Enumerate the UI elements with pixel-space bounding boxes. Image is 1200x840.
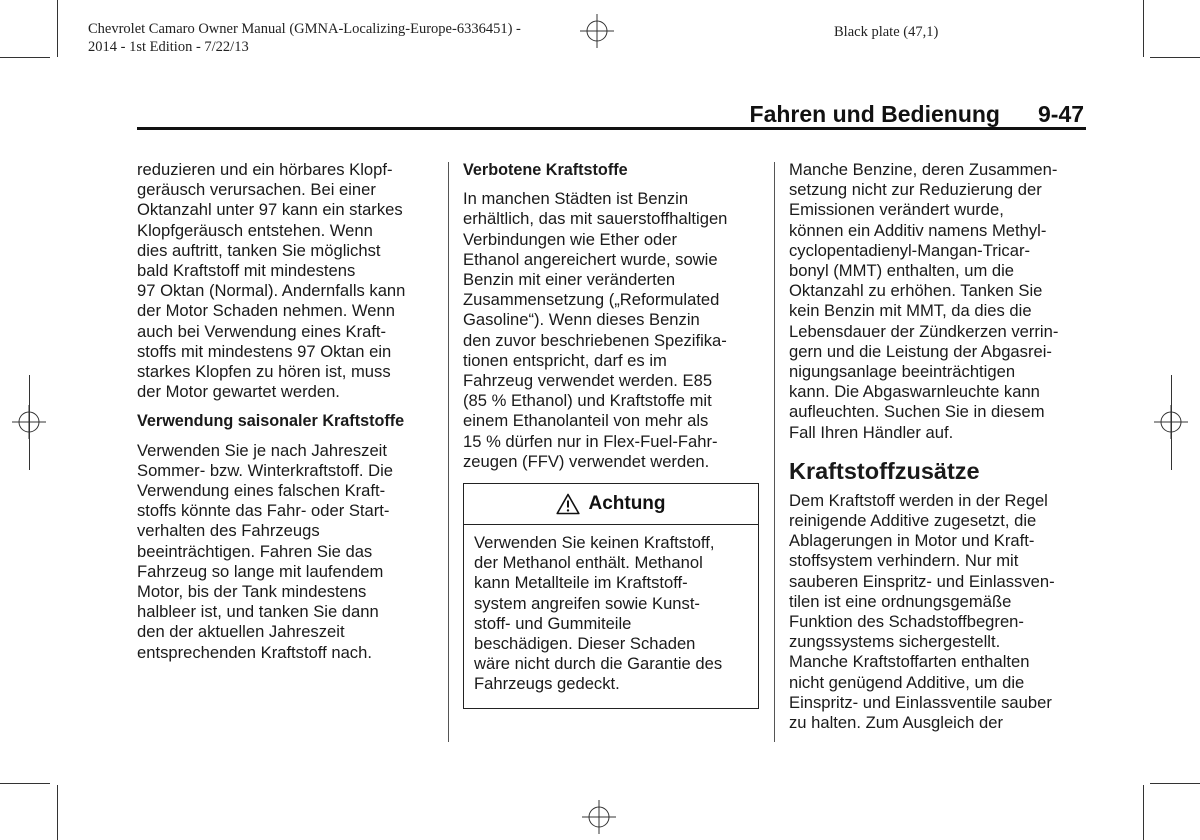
crop-mark — [1143, 785, 1144, 840]
text-line: einem Ethanolanteil von mehr als — [463, 411, 709, 431]
text-line: Verwendung eines falschen Kraft- — [137, 481, 386, 501]
text-line: tionen entspricht, darf es im — [463, 350, 667, 370]
text-line: kann Metallteile im Kraftstoff- — [474, 573, 688, 593]
print-metadata-right: Black plate (47,1) — [834, 24, 939, 40]
crop-mark — [1143, 0, 1144, 57]
text-line: der Methanol enthält. Methanol — [474, 553, 703, 573]
text-line: Verbindungen wie Ether oder — [463, 229, 678, 249]
text-line: system angreifen sowie Kunst- — [474, 593, 700, 613]
text-line: nigungsanlage beeinträchtigen — [789, 362, 1016, 382]
text-line: Klopfgeräusch entstehen. Wenn — [137, 220, 373, 240]
text-line: beeinträchtigen. Fahren Sie das — [137, 541, 373, 561]
text-line: 15 % dürfen nur in Flex-Fuel-Fahr- — [463, 431, 718, 451]
crop-mark — [0, 57, 50, 58]
text-line: Verwenden Sie keinen Kraftstoff, — [474, 533, 715, 552]
column-1 — [137, 160, 437, 663]
text-line: Benzin mit einer veränderten — [463, 270, 676, 290]
text-line: gern und die Leistung der Abgasrei- — [789, 341, 1052, 361]
text-line: Gasoline“). Wenn dieses Benzin — [463, 310, 700, 330]
text-line: Emissionen verändert wurde, — [789, 200, 1004, 220]
text-line: erhältlich, das mit sauerstoffhaltigen — [463, 209, 728, 229]
column-divider — [774, 162, 775, 742]
text-line: kein Benzin mit MMT, da dies die — [789, 301, 1032, 321]
text-line: (85 % Ethanol) und Kraftstoffe mit — [463, 391, 712, 411]
crop-mark — [1150, 783, 1200, 784]
text-line: geräusch verursachen. Bei einer — [137, 180, 376, 200]
text-line: bonyl (MMT) enthalten, um die — [789, 261, 1015, 281]
text-line: stoffsystem verhindern. Nur mit — [789, 551, 1019, 571]
text-line: verhalten des Fahrzeugs — [137, 521, 320, 541]
print-metadata-line-2: 2014 - 1st Edition - 7/22/13 — [88, 39, 249, 55]
text-line: Einspritz- und Einlassventile sauber — [789, 692, 1052, 712]
text-line: auch bei Verwendung eines Kraft- — [137, 321, 387, 341]
text-line: stoff- und Gummiteile — [474, 613, 632, 633]
text-line: Fahrzeug verwendet werden. E85 — [463, 371, 713, 391]
caution-box — [463, 483, 759, 709]
text-line: den der aktuellen Jahreszeit — [137, 622, 345, 642]
text-line: stoffs könnte das Fahr- oder Start- — [137, 501, 390, 521]
text-line: Fall Ihren Händler auf. — [789, 422, 954, 442]
text-line: Dem Kraftstoff werden in der Regel — [789, 490, 1048, 510]
section-heading-fuel-additives: Kraftstoffzusätze — [789, 457, 980, 484]
text-line: Zusammensetzung („Reformulated — [463, 290, 720, 310]
text-line: Fahrzeugs gedeckt. — [474, 674, 620, 694]
crop-mark — [57, 0, 58, 57]
text-line: kann. Die Abgaswarnleuchte kann — [789, 382, 1040, 402]
paragraph — [137, 441, 437, 663]
running-header-title: Fahren und Bedienung — [749, 101, 1000, 127]
column-2 — [463, 160, 761, 472]
text-line: wäre nicht durch die Garantie des — [474, 654, 723, 674]
text-line: zeugen (FFV) verwendet werden. — [463, 451, 710, 471]
subheading-prohibited-fuels: Verbotene Kraftstoffe — [463, 161, 628, 179]
column-divider — [448, 162, 449, 742]
paragraph — [137, 160, 437, 402]
page-number: 9-47 — [1038, 101, 1085, 127]
text-line: Verwenden Sie je nach Jahreszeit — [137, 440, 387, 460]
text-line: zungssystems sichergestellt. — [789, 632, 1001, 652]
paragraph — [789, 160, 1089, 443]
text-line: tilen ist eine ordnungsgemäße — [789, 591, 1012, 611]
text-line: aufleuchten. Suchen Sie in diesem — [789, 402, 1045, 422]
text-line: Motor, bis der Tank mindestens — [137, 582, 367, 602]
text-line: der Motor gewartet werden. — [137, 382, 340, 402]
caution-header — [464, 484, 758, 525]
text-line: In manchen Städten ist Benzin — [463, 189, 689, 209]
text-line: Ethanol angereichert wurde, sowie — [463, 249, 718, 269]
crop-mark — [29, 375, 30, 470]
print-metadata-left — [88, 20, 521, 56]
text-line: nicht genügend Additive, um die — [789, 672, 1025, 692]
crop-mark — [1171, 375, 1172, 470]
text-line: können ein Additiv namens Methyl- — [789, 220, 1047, 240]
text-line: 97 Oktan (Normal). Andernfalls kann — [137, 281, 406, 301]
crop-mark — [57, 785, 58, 840]
text-line: Manche Kraftstoffarten enthalten — [789, 652, 1030, 672]
header-rule — [137, 127, 1086, 130]
text-line: Ablagerungen in Motor und Kraft- — [789, 531, 1035, 551]
caution-text — [464, 525, 758, 695]
print-metadata-line-1: Chevrolet Camaro Owner Manual (GMNA-Localizing-Europe-6336451) - — [88, 21, 521, 37]
text-line: Oktanzahl unter 97 kann ein starkes — [137, 200, 403, 220]
text-line: der Motor Schaden nehmen. Wenn — [137, 301, 395, 321]
registration-mark-icon — [580, 14, 614, 48]
text-line: stoffs mit mindestens 97 Oktan ein — [137, 341, 392, 361]
text-line: Fahrzeug so lange mit laufendem — [137, 561, 384, 581]
registration-mark-icon — [582, 800, 616, 834]
column-3 — [789, 160, 1089, 733]
text-line: zu halten. Zum Ausgleich der — [789, 713, 1003, 733]
text-line: Manche Benzine, deren Zusammen- — [789, 160, 1058, 179]
text-line: beschädigen. Dieser Schaden — [474, 634, 696, 654]
paragraph — [463, 189, 761, 472]
text-line: setzung nicht zur Reduzierung der — [789, 180, 1042, 200]
text-line: cyclopentadienyl-Mangan-Tricar- — [789, 240, 1031, 260]
text-line: starkes Klopfen zu hören ist, muss — [137, 362, 391, 382]
paragraph — [789, 491, 1089, 733]
crop-mark — [1150, 57, 1200, 58]
text-line: Oktanzahl zu erhöhen. Tanken Sie — [789, 281, 1043, 301]
text-line: dies auftritt, tanken Sie möglichst — [137, 240, 381, 260]
text-line: Sommer- bzw. Winterkraftstoff. Die — [137, 460, 394, 480]
crop-mark — [0, 783, 50, 784]
text-line: Lebensdauer der Zündkerzen verrin- — [789, 321, 1059, 341]
text-line: halbleer ist, und tanken Sie dann — [137, 602, 379, 622]
text-line: sauberen Einspritz- und Einlassven- — [789, 571, 1055, 591]
text-line: reduzieren und ein hörbares Klopf- — [137, 160, 393, 179]
subheading-seasonal-fuel: Verwendung saisonaler Kraftstoffe — [137, 412, 405, 431]
text-line: reinigende Additive zugesetzt, die — [789, 511, 1037, 531]
text-line: entsprechenden Kraftstoff nach. — [137, 642, 372, 662]
warning-triangle-icon — [556, 493, 580, 515]
text-line: den zuvor beschriebenen Spezifika- — [463, 330, 727, 350]
text-line: Funktion des Schadstoffbegren- — [789, 612, 1024, 632]
text-line: bald Kraftstoff mit mindestens — [137, 261, 356, 281]
caution-title: Achtung — [588, 493, 666, 514]
